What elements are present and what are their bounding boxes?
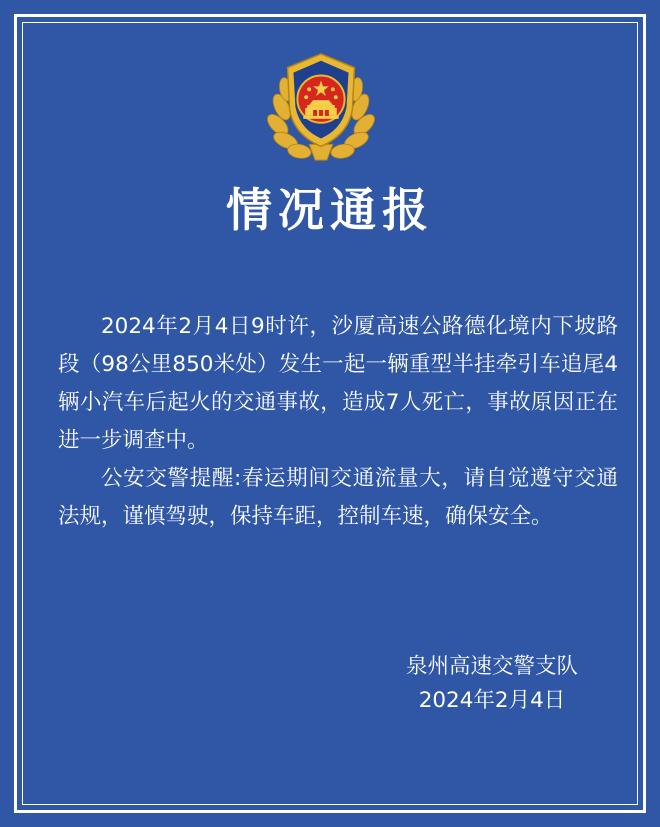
notice-paragraph-reminder: 公安交警提醒:春运期间交通流量大，请自觉遵守交通法规，谨慎驾驶，保持车距，控制车速，确保安全。 [58, 466, 618, 529]
police-emblem-icon [262, 48, 380, 166]
issuer-name: 泉州高速交警支队 [405, 654, 578, 679]
notice-signature [372, 650, 612, 718]
notice-paragraph-incident: 2024年2月4日9时许，沙厦高速公路德化境内下坡路段（98公里850米处）发生一起一辆重型半挂牵引车追尾4辆小汽车后起火的交通事故，造成7人死亡，事故原因正在进一步调查中。 [58, 314, 618, 453]
issue-date: 2024年2月4日 [418, 688, 566, 713]
notice-title: 情况通报 [226, 183, 434, 237]
notice-body [58, 308, 618, 536]
